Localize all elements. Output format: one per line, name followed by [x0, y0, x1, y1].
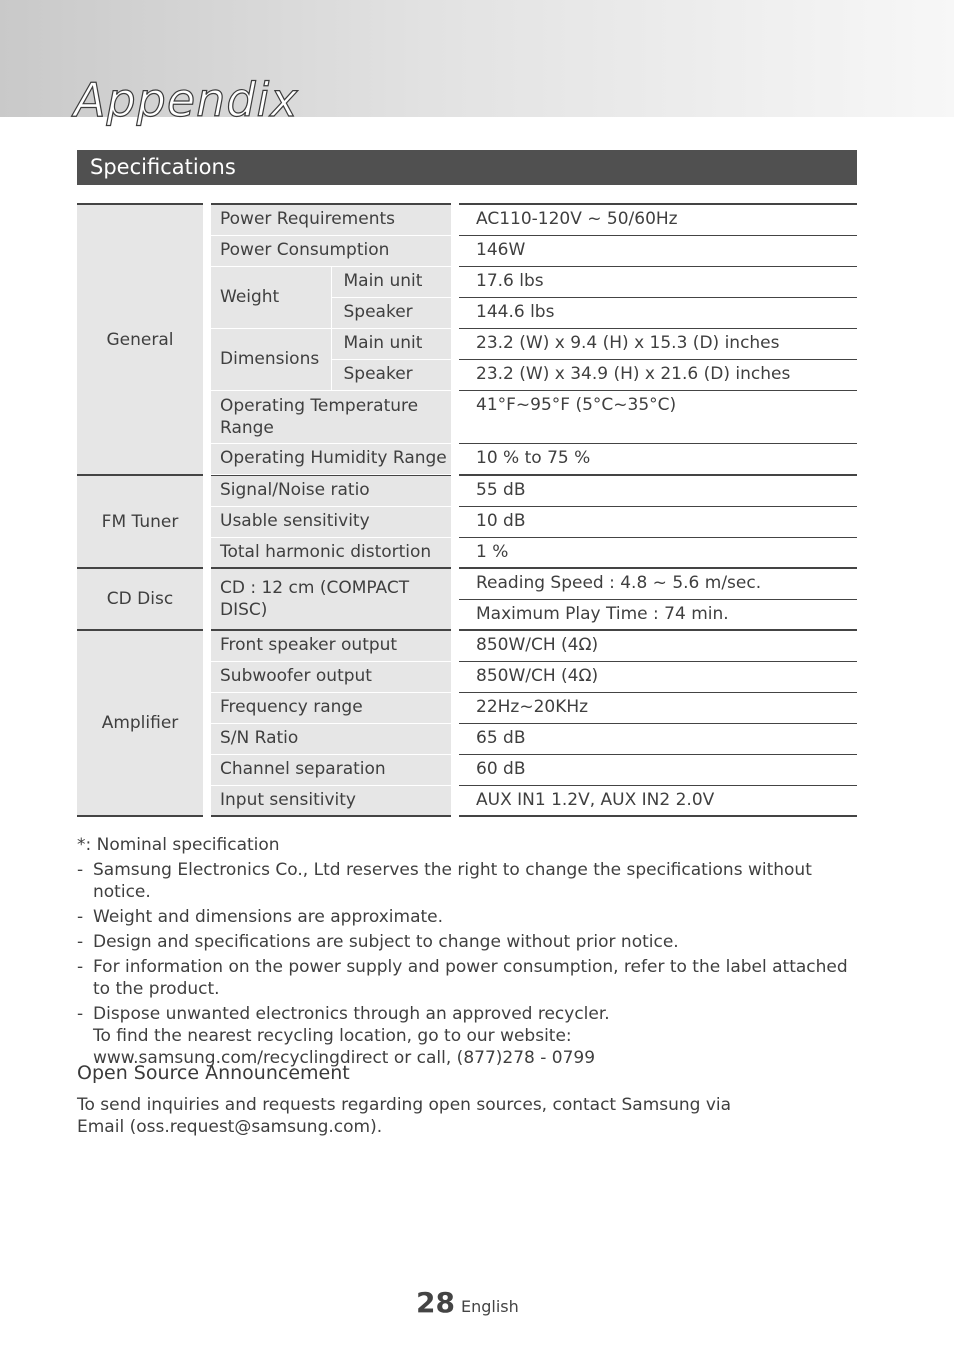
category-amplifier: Amplifier [77, 630, 203, 816]
section-header [77, 150, 857, 185]
spec-value: 22Hz~20KHz [459, 692, 857, 723]
spec-label: S/N Ratio [211, 723, 451, 754]
spec-label: Usable sensitivity [211, 506, 451, 537]
note-item: - Weight and dimensions are approximate. [77, 907, 444, 927]
spec-label: Channel separation [211, 754, 451, 785]
oss-body: To send inquiries and requests regarding open sources, contact Samsung via Email (oss.request@samsung.com). [77, 1095, 732, 1137]
spec-value: 60 dB [459, 754, 857, 785]
spec-value: 23.2 (W) x 34.9 (H) x 21.6 (D) inches [459, 359, 857, 390]
note-item: - Samsung Electronics Co., Ltd reserves the right to change the specifications without notice. [77, 860, 812, 902]
spec-label: Total harmonic distortion [211, 537, 451, 568]
spec-sublabel: Speaker [331, 359, 451, 390]
table-row [77, 630, 857, 661]
spec-sublabel: Main unit [331, 328, 451, 359]
spec-label: Power Consumption [211, 235, 451, 266]
notes [77, 834, 859, 1072]
spec-label: Weight [211, 266, 331, 328]
spec-value: 144.6 lbs [459, 297, 857, 328]
note-item: - Dispose unwanted electronics through an approved recycler. To find the nearest recycling location, go to our website: www.samsung.com/recyclingdirect or call, (877)278 - 0799 [77, 1004, 610, 1068]
spec-label: Power Requirements [211, 204, 451, 235]
spec-value: 41°F~95°F (5°C~35°C) [459, 390, 857, 443]
category-fm-tuner: FM Tuner [77, 475, 203, 568]
note-item: - Design and specifications are subject to change without prior notice. [77, 932, 679, 952]
spec-value: 55 dB [459, 475, 857, 506]
spec-label: Operating Humidity Range [211, 443, 451, 474]
chapter-title: Appendix [74, 73, 299, 127]
spec-value: Maximum Play Time : 74 min. [459, 599, 857, 630]
spec-value: 65 dB [459, 723, 857, 754]
table-row [77, 475, 857, 506]
footnote: *: Nominal specification [77, 835, 280, 855]
spec-value: 17.6 lbs [459, 266, 857, 297]
spec-sublabel: Speaker [331, 297, 451, 328]
spec-value: 10 dB [459, 506, 857, 537]
spec-value: 1 % [459, 537, 857, 568]
section-title: Specifications [90, 155, 236, 179]
note-item: - For information on the power supply and power consumption, refer to the label attached to the product. [77, 957, 848, 999]
oss-heading: Open Source Announcement [77, 1062, 350, 1084]
spec-value: 850W/CH (4Ω) [459, 661, 857, 692]
spec-label: CD : 12 cm (COMPACT DISC) [211, 568, 451, 630]
spec-label: Subwoofer output [211, 661, 451, 692]
page-footer [416, 1286, 519, 1319]
page-number: 28 [416, 1286, 455, 1319]
spec-value: 850W/CH (4Ω) [459, 630, 857, 661]
spec-sublabel: Main unit [331, 266, 451, 297]
specifications-table [77, 203, 857, 817]
category-general: General [77, 204, 203, 475]
spec-value: Reading Speed : 4.8 ~ 5.6 m/sec. [459, 568, 857, 599]
spec-label: Frequency range [211, 692, 451, 723]
table-row [77, 204, 857, 235]
spec-value: 23.2 (W) x 9.4 (H) x 15.3 (D) inches [459, 328, 857, 359]
table-row [77, 568, 857, 599]
spec-label: Signal/Noise ratio [211, 475, 451, 506]
spec-label: Input sensitivity [211, 785, 451, 816]
spec-value: AC110-120V ~ 50/60Hz [459, 204, 857, 235]
spec-value: AUX IN1 1.2V, AUX IN2 2.0V [459, 785, 857, 816]
spec-value: 146W [459, 235, 857, 266]
spec-label: Operating Temperature Range [211, 390, 451, 443]
spec-value: 10 % to 75 % [459, 443, 857, 474]
spec-label: Dimensions [211, 328, 331, 390]
page-language: English [460, 1297, 519, 1316]
spec-label: Front speaker output [211, 630, 451, 661]
category-cd-disc: CD Disc [77, 568, 203, 630]
